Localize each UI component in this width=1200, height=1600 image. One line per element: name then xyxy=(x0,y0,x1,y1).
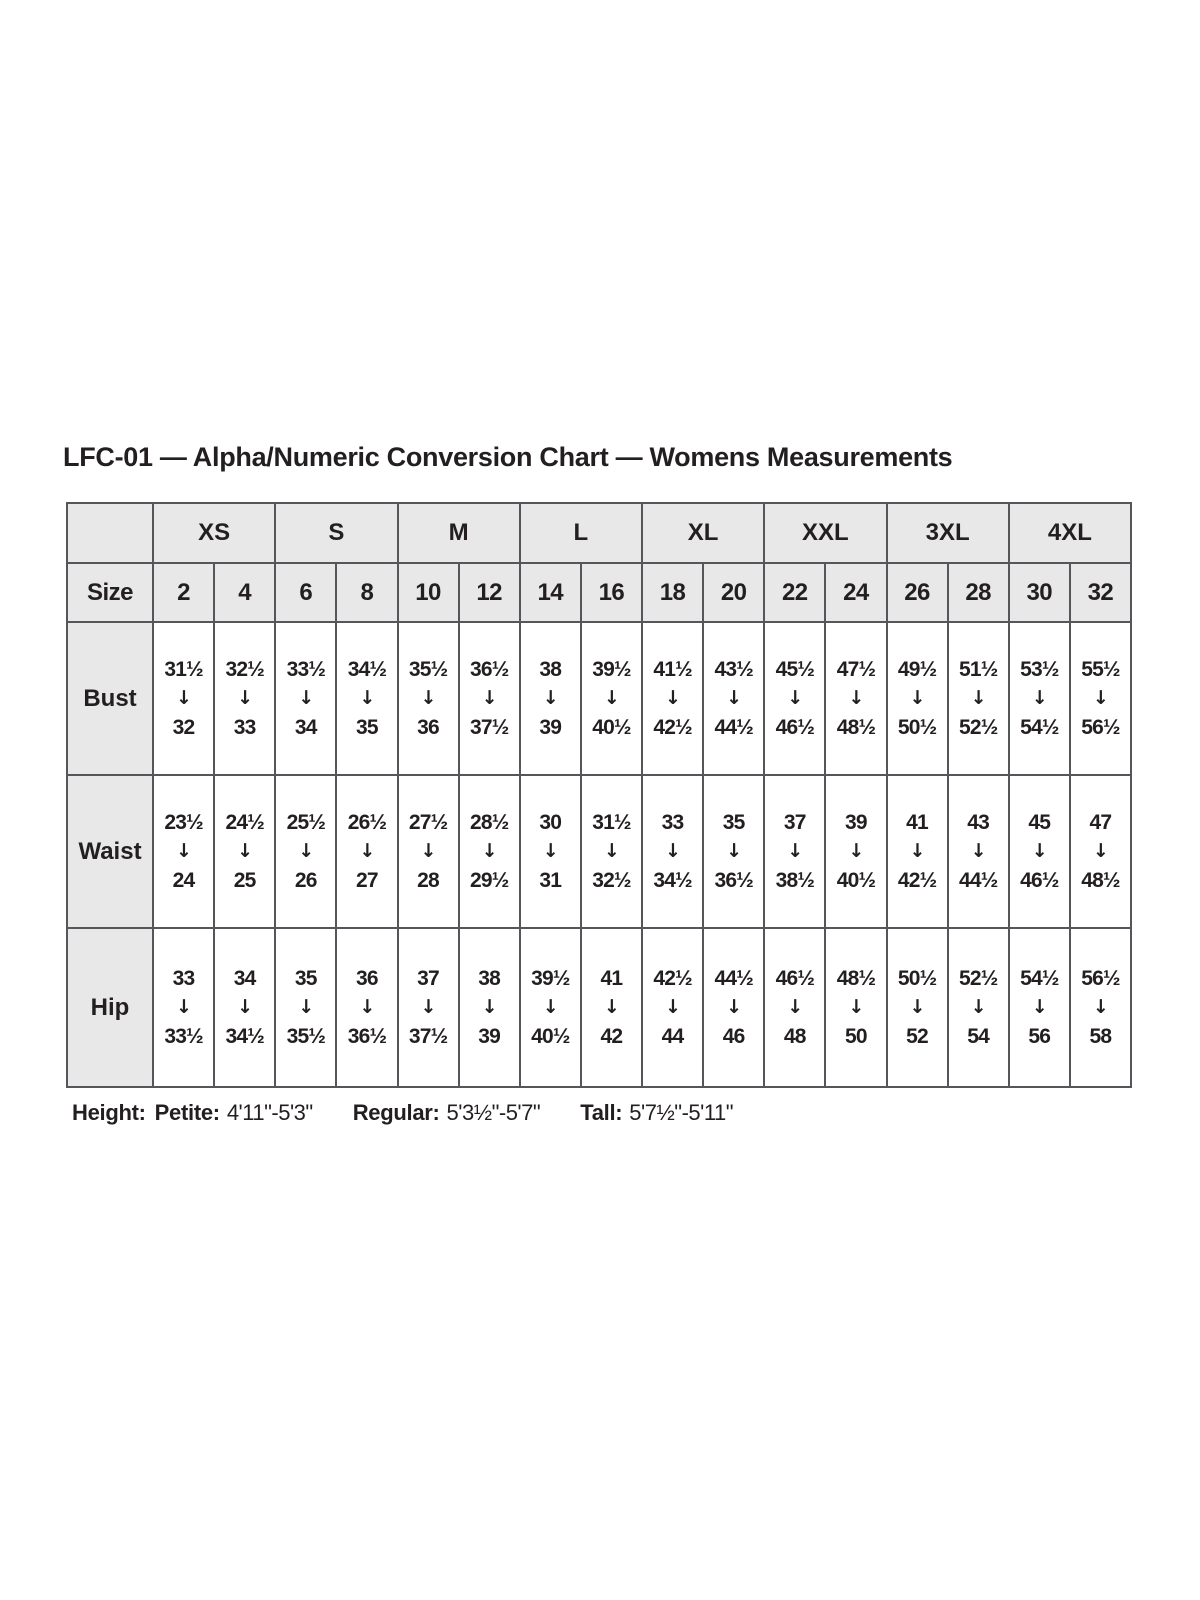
waist-cell-size-16 xyxy=(581,775,642,928)
measurement-range xyxy=(888,968,947,1047)
range-from: 36 xyxy=(356,967,378,990)
waist-cell-size-22 xyxy=(764,775,825,928)
down-arrow-icon: ↓ xyxy=(603,687,619,709)
down-arrow-icon: ↓ xyxy=(1092,996,1108,1018)
down-arrow-icon: ↓ xyxy=(298,687,314,709)
page-title: LFC-01 — Alpha/Numeric Conversion Chart — Womens Measurements xyxy=(63,442,953,472)
down-arrow-icon: ↓ xyxy=(420,840,436,862)
measurement-range xyxy=(949,968,1008,1047)
measurement-range xyxy=(276,659,335,738)
range-to: 31 xyxy=(539,869,562,892)
down-arrow-icon: ↓ xyxy=(909,687,925,709)
measurement-range xyxy=(765,812,824,891)
waist-cell-size-4 xyxy=(214,775,275,928)
range-to: 38½ xyxy=(775,869,815,892)
measurement-range xyxy=(521,968,580,1047)
down-arrow-icon: ↓ xyxy=(848,687,864,709)
measurement-range xyxy=(582,968,641,1047)
range-to: 36½ xyxy=(714,869,753,892)
range-to: 58 xyxy=(1089,1025,1112,1048)
range-to: 36½ xyxy=(347,1025,387,1048)
measurement-range xyxy=(215,812,274,891)
numeric-size-6: 6 xyxy=(275,563,336,622)
range-to: 36 xyxy=(417,716,439,739)
range-to: 54½ xyxy=(1020,716,1059,739)
bust-cell-size-26 xyxy=(887,622,948,775)
range-to: 27 xyxy=(356,869,378,892)
range-to: 42½ xyxy=(653,716,692,739)
range-to: 44½ xyxy=(714,716,753,739)
bust-cell-size-14 xyxy=(520,622,581,775)
range-from: 23½ xyxy=(164,811,203,834)
measurement-range xyxy=(582,659,641,738)
tall-range: 5'7½"-5'11" xyxy=(629,1100,734,1125)
bust-cell-size-18 xyxy=(642,622,703,775)
range-to: 50 xyxy=(845,1025,867,1048)
numeric-size-10: 10 xyxy=(398,563,459,622)
waist-cell-size-18 xyxy=(642,775,703,928)
range-from: 39 xyxy=(845,811,867,834)
waist-cell-size-6 xyxy=(275,775,336,928)
numeric-size-8: 8 xyxy=(336,563,397,622)
range-from: 51½ xyxy=(958,658,998,681)
range-from: 34½ xyxy=(347,658,387,681)
bust-cell-size-20 xyxy=(703,622,764,775)
range-to: 42½ xyxy=(897,869,937,892)
measurement-range xyxy=(888,659,947,738)
waist-cell-size-20 xyxy=(703,775,764,928)
numeric-size-32: 32 xyxy=(1070,563,1131,622)
range-from: 53½ xyxy=(1020,658,1059,681)
waist-cell-size-10 xyxy=(398,775,459,928)
range-to: 44½ xyxy=(958,869,998,892)
bust-cell-size-16 xyxy=(581,622,642,775)
measurement-range xyxy=(460,659,519,738)
down-arrow-icon: ↓ xyxy=(237,840,253,862)
range-to: 42 xyxy=(600,1025,623,1048)
range-from: 41 xyxy=(600,967,623,990)
range-from: 43 xyxy=(967,811,990,834)
down-arrow-icon: ↓ xyxy=(848,996,864,1018)
alpha-size-l: L xyxy=(520,503,642,563)
range-from: 34 xyxy=(233,967,256,990)
range-to: 54 xyxy=(967,1025,990,1048)
measurement-range xyxy=(399,968,458,1047)
hip-cell-size-4 xyxy=(214,928,275,1087)
down-arrow-icon: ↓ xyxy=(665,840,681,862)
measurement-range xyxy=(154,968,213,1047)
range-to: 28 xyxy=(417,869,439,892)
down-arrow-icon: ↓ xyxy=(787,840,803,862)
range-from: 50½ xyxy=(897,967,937,990)
alpha-size-3xl: 3XL xyxy=(887,503,1009,563)
measurement-range xyxy=(399,659,458,738)
down-arrow-icon: ↓ xyxy=(1031,996,1047,1018)
down-arrow-icon: ↓ xyxy=(665,687,681,709)
measurement-range xyxy=(1071,812,1130,891)
down-arrow-icon: ↓ xyxy=(603,996,619,1018)
down-arrow-icon: ↓ xyxy=(481,840,497,862)
range-from: 48½ xyxy=(836,967,876,990)
range-from: 56½ xyxy=(1081,967,1120,990)
measurement-range xyxy=(154,812,213,891)
bust-cell-size-10 xyxy=(398,622,459,775)
range-to: 25 xyxy=(233,869,256,892)
range-to: 32 xyxy=(172,716,195,739)
measurement-rows xyxy=(67,622,1131,1087)
hip-row xyxy=(67,928,1131,1087)
range-from: 54½ xyxy=(1020,967,1059,990)
down-arrow-icon: ↓ xyxy=(603,840,619,862)
range-to: 48½ xyxy=(836,716,876,739)
measurement-range xyxy=(826,659,885,738)
waist-cell-size-32 xyxy=(1070,775,1131,928)
down-arrow-icon: ↓ xyxy=(1092,687,1108,709)
range-to: 34 xyxy=(294,716,317,739)
measurement-range xyxy=(276,968,335,1047)
down-arrow-icon: ↓ xyxy=(542,996,558,1018)
height-note xyxy=(72,1100,733,1126)
waist-cell-size-12 xyxy=(459,775,520,928)
range-from: 44½ xyxy=(714,967,753,990)
measurement-range xyxy=(337,659,396,738)
range-from: 32½ xyxy=(225,658,264,681)
measurement-range xyxy=(949,812,1008,891)
measurement-range xyxy=(337,968,396,1047)
range-from: 26½ xyxy=(347,811,387,834)
petite-range: 4'11"-5'3" xyxy=(226,1100,313,1125)
numeric-size-22: 22 xyxy=(764,563,825,622)
alpha-size-s: S xyxy=(275,503,397,563)
tall-label: Tall: xyxy=(580,1100,623,1125)
hip-cell-size-22 xyxy=(764,928,825,1087)
measurement-range xyxy=(399,812,458,891)
range-from: 45 xyxy=(1028,811,1051,834)
measurement-range xyxy=(949,659,1008,738)
range-from: 55½ xyxy=(1081,658,1120,681)
range-from: 35 xyxy=(722,811,745,834)
range-from: 38 xyxy=(539,658,562,681)
range-from: 30 xyxy=(539,811,562,834)
range-from: 33 xyxy=(172,967,195,990)
down-arrow-icon: ↓ xyxy=(848,840,864,862)
height-label: Height: xyxy=(72,1100,146,1125)
measurement-range xyxy=(276,812,335,891)
waist-row xyxy=(67,775,1131,928)
down-arrow-icon: ↓ xyxy=(787,996,803,1018)
bust-cell-size-12 xyxy=(459,622,520,775)
range-to: 48 xyxy=(783,1025,806,1048)
bust-cell-size-22 xyxy=(764,622,825,775)
hip-cell-size-12 xyxy=(459,928,520,1087)
numeric-size-26: 26 xyxy=(887,563,948,622)
numeric-size-16: 16 xyxy=(581,563,642,622)
hip-cell-size-20 xyxy=(703,928,764,1087)
numeric-size-30: 30 xyxy=(1009,563,1070,622)
range-from: 39½ xyxy=(531,967,570,990)
alpha-size-m: M xyxy=(398,503,520,563)
measurement-range xyxy=(643,812,702,891)
down-arrow-icon: ↓ xyxy=(481,687,497,709)
bust-cell-size-32 xyxy=(1070,622,1131,775)
numeric-size-header-row xyxy=(67,563,1131,622)
range-to: 48½ xyxy=(1081,869,1120,892)
bust-cell-size-4 xyxy=(214,622,275,775)
alpha-size-xs: XS xyxy=(153,503,275,563)
range-to: 40½ xyxy=(531,1025,570,1048)
measurement-range xyxy=(765,659,824,738)
range-from: 49½ xyxy=(897,658,937,681)
down-arrow-icon: ↓ xyxy=(542,687,558,709)
range-to: 34½ xyxy=(225,1025,264,1048)
regular-range: 5'3½"-5'7" xyxy=(446,1100,541,1125)
measurement-range xyxy=(643,968,702,1047)
hip-cell-size-28 xyxy=(948,928,1009,1087)
size-conversion-table xyxy=(66,502,1132,1088)
range-to: 44 xyxy=(661,1025,684,1048)
alpha-size-xxl: XXL xyxy=(764,503,886,563)
range-to: 46½ xyxy=(775,716,815,739)
range-to: 56½ xyxy=(1081,716,1120,739)
range-from: 35½ xyxy=(408,658,448,681)
numeric-size-14: 14 xyxy=(520,563,581,622)
waist-cell-size-26 xyxy=(887,775,948,928)
alpha-size-xl: XL xyxy=(642,503,764,563)
down-arrow-icon: ↓ xyxy=(237,687,253,709)
down-arrow-icon: ↓ xyxy=(1092,840,1108,862)
hip-cell-size-30 xyxy=(1009,928,1070,1087)
measurement-range xyxy=(643,659,702,738)
measurement-range xyxy=(460,968,519,1047)
down-arrow-icon: ↓ xyxy=(909,996,925,1018)
down-arrow-icon: ↓ xyxy=(726,687,742,709)
range-to: 26 xyxy=(294,869,317,892)
down-arrow-icon: ↓ xyxy=(237,996,253,1018)
down-arrow-icon: ↓ xyxy=(420,996,436,1018)
range-from: 42½ xyxy=(653,967,692,990)
down-arrow-icon: ↓ xyxy=(298,996,314,1018)
hip-cell-size-24 xyxy=(825,928,886,1087)
measurement-range xyxy=(521,659,580,738)
waist-cell-size-14 xyxy=(520,775,581,928)
bust-cell-size-6 xyxy=(275,622,336,775)
range-to: 24 xyxy=(172,869,195,892)
range-to: 39 xyxy=(478,1025,501,1048)
hip-cell-size-18 xyxy=(642,928,703,1087)
range-to: 52½ xyxy=(958,716,998,739)
measurement-range xyxy=(582,812,641,891)
range-from: 38 xyxy=(478,967,501,990)
down-arrow-icon: ↓ xyxy=(1031,687,1047,709)
down-arrow-icon: ↓ xyxy=(359,687,375,709)
range-to: 39 xyxy=(539,716,562,739)
measurement-range xyxy=(1010,968,1069,1047)
range-from: 25½ xyxy=(286,811,326,834)
hip-cell-size-8 xyxy=(336,928,397,1087)
down-arrow-icon: ↓ xyxy=(909,840,925,862)
alpha-size-header-row xyxy=(67,503,1131,563)
range-to: 37½ xyxy=(408,1025,448,1048)
range-to: 34½ xyxy=(653,869,692,892)
bust-row xyxy=(67,622,1131,775)
range-from: 41½ xyxy=(653,658,692,681)
measurement-range xyxy=(460,812,519,891)
hip-cell-size-2 xyxy=(153,928,214,1087)
hip-row-label: Hip xyxy=(67,928,153,1087)
waist-cell-size-2 xyxy=(153,775,214,928)
waist-cell-size-28 xyxy=(948,775,1009,928)
waist-row-label: Waist xyxy=(67,775,153,928)
hip-cell-size-26 xyxy=(887,928,948,1087)
range-to: 35½ xyxy=(286,1025,326,1048)
range-from: 41 xyxy=(906,811,928,834)
down-arrow-icon: ↓ xyxy=(1031,840,1047,862)
alpha-size-4xl: 4XL xyxy=(1009,503,1131,563)
regular-label: Regular: xyxy=(352,1100,440,1125)
numeric-size-20: 20 xyxy=(703,563,764,622)
measurement-range xyxy=(888,812,947,891)
range-to: 37½ xyxy=(469,716,509,739)
range-from: 35 xyxy=(294,967,317,990)
range-from: 43½ xyxy=(714,658,753,681)
range-from: 28½ xyxy=(469,811,509,834)
down-arrow-icon: ↓ xyxy=(665,996,681,1018)
numeric-size-4: 4 xyxy=(214,563,275,622)
down-arrow-icon: ↓ xyxy=(176,996,192,1018)
measurement-range xyxy=(215,968,274,1047)
petite-label: Petite: xyxy=(154,1100,220,1125)
range-from: 36½ xyxy=(469,658,509,681)
range-from: 47½ xyxy=(836,658,876,681)
numeric-size-24: 24 xyxy=(825,563,886,622)
waist-cell-size-8 xyxy=(336,775,397,928)
down-arrow-icon: ↓ xyxy=(542,840,558,862)
bust-cell-size-28 xyxy=(948,622,1009,775)
corner-cell xyxy=(67,503,153,563)
measurement-range xyxy=(1071,659,1130,738)
down-arrow-icon: ↓ xyxy=(298,840,314,862)
measurement-range xyxy=(704,659,763,738)
size-row-label: Size xyxy=(67,563,153,622)
range-to: 52 xyxy=(906,1025,928,1048)
measurement-range xyxy=(826,812,885,891)
range-to: 29½ xyxy=(469,869,509,892)
numeric-size-18: 18 xyxy=(642,563,703,622)
measurement-range xyxy=(521,812,580,891)
measurement-range xyxy=(215,659,274,738)
range-from: 39½ xyxy=(592,658,631,681)
range-from: 31½ xyxy=(592,811,631,834)
down-arrow-icon: ↓ xyxy=(481,996,497,1018)
numeric-size-2: 2 xyxy=(153,563,214,622)
range-from: 27½ xyxy=(408,811,448,834)
down-arrow-icon: ↓ xyxy=(726,840,742,862)
bust-cell-size-2 xyxy=(153,622,214,775)
numeric-size-28: 28 xyxy=(948,563,1009,622)
down-arrow-icon: ↓ xyxy=(970,687,986,709)
numeric-size-12: 12 xyxy=(459,563,520,622)
range-from: 52½ xyxy=(958,967,998,990)
hip-cell-size-10 xyxy=(398,928,459,1087)
waist-cell-size-30 xyxy=(1009,775,1070,928)
bust-cell-size-30 xyxy=(1009,622,1070,775)
range-from: 31½ xyxy=(164,658,203,681)
range-from: 46½ xyxy=(775,967,815,990)
down-arrow-icon: ↓ xyxy=(359,840,375,862)
measurement-range xyxy=(826,968,885,1047)
down-arrow-icon: ↓ xyxy=(970,840,986,862)
range-to: 56 xyxy=(1028,1025,1051,1048)
measurement-range xyxy=(1071,968,1130,1047)
range-to: 32½ xyxy=(592,869,631,892)
range-from: 47 xyxy=(1089,811,1112,834)
waist-cell-size-24 xyxy=(825,775,886,928)
hip-cell-size-14 xyxy=(520,928,581,1087)
down-arrow-icon: ↓ xyxy=(970,996,986,1018)
range-from: 37 xyxy=(783,811,806,834)
range-from: 37 xyxy=(417,967,439,990)
down-arrow-icon: ↓ xyxy=(359,996,375,1018)
down-arrow-icon: ↓ xyxy=(176,687,192,709)
bust-cell-size-24 xyxy=(825,622,886,775)
measurement-range xyxy=(765,968,824,1047)
range-from: 45½ xyxy=(775,658,815,681)
range-to: 40½ xyxy=(836,869,876,892)
down-arrow-icon: ↓ xyxy=(420,687,436,709)
range-to: 35 xyxy=(356,716,378,739)
measurement-range xyxy=(1010,659,1069,738)
measurement-range xyxy=(337,812,396,891)
down-arrow-icon: ↓ xyxy=(176,840,192,862)
range-from: 24½ xyxy=(225,811,264,834)
bust-row-label: Bust xyxy=(67,622,153,775)
range-to: 50½ xyxy=(897,716,937,739)
range-from: 33½ xyxy=(286,658,326,681)
down-arrow-icon: ↓ xyxy=(726,996,742,1018)
measurement-range xyxy=(704,968,763,1047)
hip-cell-size-6 xyxy=(275,928,336,1087)
measurement-range xyxy=(1010,812,1069,891)
range-to: 46½ xyxy=(1020,869,1059,892)
range-to: 40½ xyxy=(592,716,631,739)
range-to: 33½ xyxy=(164,1025,203,1048)
bust-cell-size-8 xyxy=(336,622,397,775)
range-from: 33 xyxy=(661,811,684,834)
down-arrow-icon: ↓ xyxy=(787,687,803,709)
hip-cell-size-16 xyxy=(581,928,642,1087)
hip-cell-size-32 xyxy=(1070,928,1131,1087)
measurement-range xyxy=(154,659,213,738)
measurement-range xyxy=(704,812,763,891)
range-to: 46 xyxy=(722,1025,745,1048)
range-to: 33 xyxy=(233,716,256,739)
